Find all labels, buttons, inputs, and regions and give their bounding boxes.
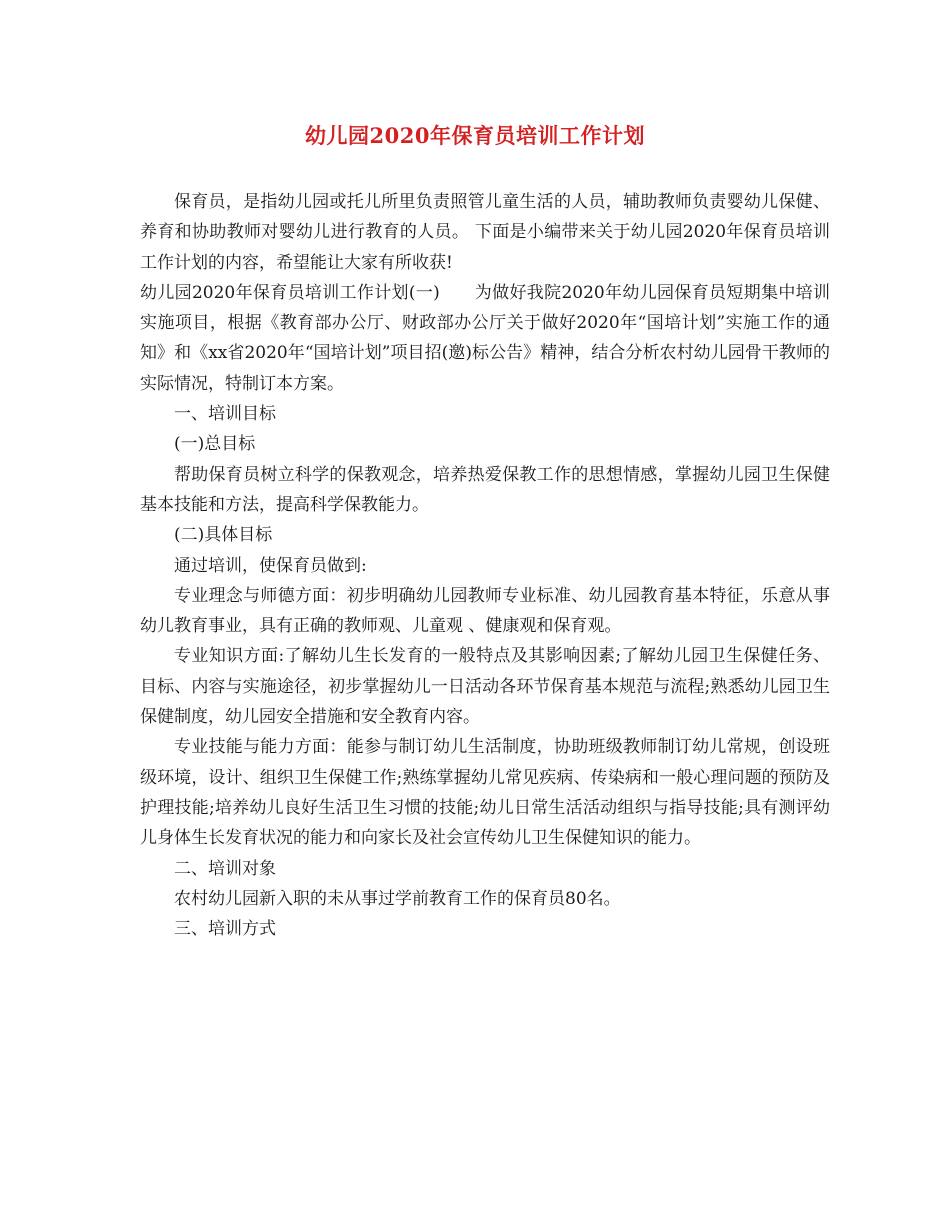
subheading-specific-goals: (二)具体目标 [174,525,273,546]
paragraph-intro: 保育员，是指幼儿园或托儿所里负责照管儿童生活的人员，辅助教师负责婴幼儿保健、养育和协助教师对婴幼儿进行教育的人员。 下面是小编带来关于幼儿园2020年保育员培训工作计划的内容，希望能让大家有所收获! [140,192,830,273]
heading-training-goals: 一、培训目标 [174,404,276,425]
paragraph-professional-ethics: 专业理念与师德方面：初步明确幼儿园教师专业标准、幼儿园教育基本特征，乐意从事幼儿教育事业，具有正确的教师观、儿童观 、健康观和保育观。 [140,585,830,637]
paragraph-professional-knowledge: 专业知识方面:了解幼儿生长发育的一般特点及其影响因素;了解幼儿园卫生保健任务、目标、内容与实施途径，初步掌握幼儿一日活动各环节保育基本规范与流程;熟悉幼儿园卫生保健制度，幼儿园安全措施和安全教育内容。 [140,646,830,728]
subheading-overall-goal: (一)总目标 [174,434,256,455]
paragraph-plan-one: 幼儿园2020年保育员培训工作计划(一) 为做好我院2020年幼儿园保育员短期集中培训实施项目，根据《教育部办公厅、财政部办公厅关于做好2020年“国培计划”实施工作的通知》和《xx省2020年“国培计划”项目招(邀)标公告》精神，结合分析农村幼儿园骨干教师的实际情况，特制订本方案。 [140,282,830,394]
document-body [140,187,830,944]
paragraph-overall-goal: 帮助保育员树立科学的保教观念，培养热爱保教工作的思想情感，掌握幼儿园卫生保健基本技能和方法，提高科学保教能力。 [140,464,830,515]
paragraph-through-training: 通过培训，使保育员做到: [174,555,367,576]
paragraph-training-targets: 农村幼儿园新入职的未从事过学前教育工作的保育员80名。 [174,888,621,909]
paragraph-professional-skills: 专业技能与能力方面：能参与制订幼儿生活制度，协助班级教师制订幼儿常规，创设班级环境，设计、组织卫生保健工作;熟练掌握幼儿常见疾病、传染病和一般心理问题的预防及护理技能;培养幼儿良好生活卫生习惯的技能;幼儿日常生活活动组织与指导技能;具有测评幼儿身体生长发育状况的能力和向家长及社会宣传幼儿卫生保健知识的能力。 [140,737,830,849]
heading-training-methods: 三、培训方式 [174,919,276,940]
heading-training-targets: 二、培训对象 [174,858,276,879]
document-title: 幼儿园2020年保育员培训工作计划 [305,123,645,148]
